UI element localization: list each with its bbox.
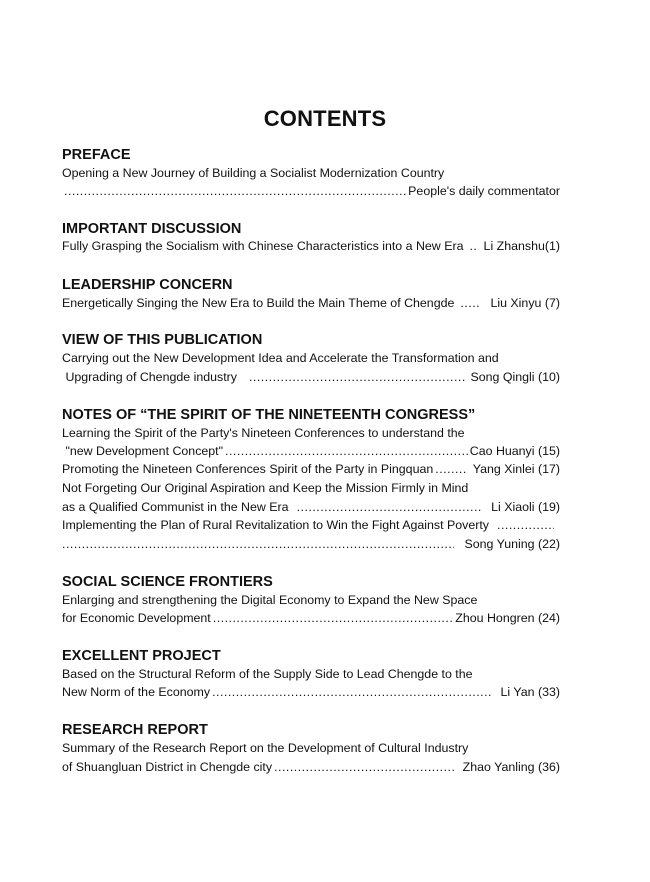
- section-heading-excellent-project: EXCELLENT PROJECT: [62, 648, 221, 664]
- toc-entry-row: [62, 611, 560, 625]
- entry-title: Carrying out the New Development Idea and Accelerate the Transformation and: [62, 351, 499, 365]
- entry-title: Promoting the Nineteen Conferences Spirit of the Party in Pingquan: [62, 462, 434, 476]
- section-heading-notes-nineteenth-congress: NOTES OF “THE SPIRIT OF THE NINETEENTH CONGRESS”: [62, 407, 476, 423]
- dot-leader: [213, 611, 454, 625]
- entry-author: Li Xiaoli (19): [491, 500, 560, 514]
- entry-title: Enlarging and strengthening the Digital Economy to Expand the New Space: [62, 593, 478, 607]
- entry-title: Learning the Spirit of the Party's Nineteen Conferences to understand the: [62, 426, 465, 440]
- entry-title: Opening a New Journey of Building a Socialist Modernization Country: [62, 166, 445, 180]
- dot-leader: [497, 518, 554, 532]
- section-heading-important-discussion: IMPORTANT DISCUSSION: [62, 221, 242, 237]
- toc-entry-row: [62, 239, 560, 253]
- toc-entry-row: [62, 462, 560, 476]
- entry-title-continued: as a Qualified Communist in the New Era: [62, 500, 289, 514]
- dot-leader: [435, 462, 467, 476]
- toc-entry-row: [62, 537, 560, 551]
- dot-leader: [225, 444, 468, 458]
- dot-leader: [274, 760, 455, 774]
- entry-author: Zhao Yanling (36): [462, 760, 560, 774]
- entry-title-continued: Upgrading of Chengde industry: [62, 370, 237, 384]
- toc-entry-row: [62, 760, 560, 774]
- entry-author: Song Yuning (22): [464, 537, 560, 551]
- toc-entry-row: [62, 518, 560, 532]
- section-heading-view-of-publication: VIEW OF THIS PUBLICATION: [62, 332, 263, 348]
- section-heading-preface: PREFACE: [62, 147, 131, 163]
- dot-leader: [249, 370, 466, 384]
- entry-title-continued: of Shuangluan District in Chengde city: [62, 760, 273, 774]
- entry-title: Summary of the Research Report on the Development of Cultural Industry: [62, 741, 469, 755]
- entry-title-continued: New Norm of the Economy: [62, 685, 211, 699]
- entry-author: People's daily commentator: [408, 184, 560, 198]
- entry-author: Yang Xinlei (17): [472, 462, 560, 476]
- toc-entry-row: [62, 444, 560, 458]
- entry-title: Fully Grasping the Socialism with Chinese Characteristics into a New Era: [62, 239, 464, 253]
- dot-leader: [469, 239, 477, 253]
- entry-author: Zhou Hongren (24): [455, 611, 560, 625]
- entry-author: Song Qingli (10): [470, 370, 560, 384]
- entry-title: Not Forgeting Our Original Aspiration and Keep the Mission Firmly in Mind: [62, 481, 469, 495]
- toc-entry-row: [62, 296, 560, 310]
- toc-entry-row: [62, 184, 560, 198]
- section-heading-research-report: RESEARCH REPORT: [62, 722, 208, 738]
- entry-title-continued: "new Development Concept": [62, 444, 224, 458]
- entry-title: Based on the Structural Reform of the Supply Side to Lead Chengde to the: [62, 667, 473, 681]
- entry-author: Cao Huanyi (15): [469, 444, 560, 458]
- section-heading-leadership-concern: LEADERSHIP CONCERN: [62, 277, 233, 293]
- page-title: CONTENTS: [263, 106, 387, 131]
- entry-author: Liu Xinyu (7): [490, 296, 560, 310]
- toc-entry-row: [62, 685, 560, 699]
- entry-title-continued: for Economic Development: [62, 611, 211, 625]
- dot-leader: [212, 685, 490, 699]
- entry-author: Li Zhanshu(1): [483, 239, 560, 253]
- toc-entry-row: [62, 370, 560, 384]
- toc-entry-row: [62, 500, 560, 514]
- entry-title: Energetically Singing the New Era to Build the Main Theme of Chengde: [62, 296, 455, 310]
- dot-leader: [64, 184, 406, 198]
- dot-leader: [297, 500, 482, 514]
- dot-leader: [460, 296, 480, 310]
- entry-title: Implementing the Plan of Rural Revitalization to Win the Fight Against Poverty: [62, 518, 489, 532]
- entry-author: Li Yan (33): [500, 685, 560, 699]
- dot-leader: [62, 537, 454, 551]
- section-heading-social-science-frontiers: SOCIAL SCIENCE FRONTIERS: [62, 574, 273, 590]
